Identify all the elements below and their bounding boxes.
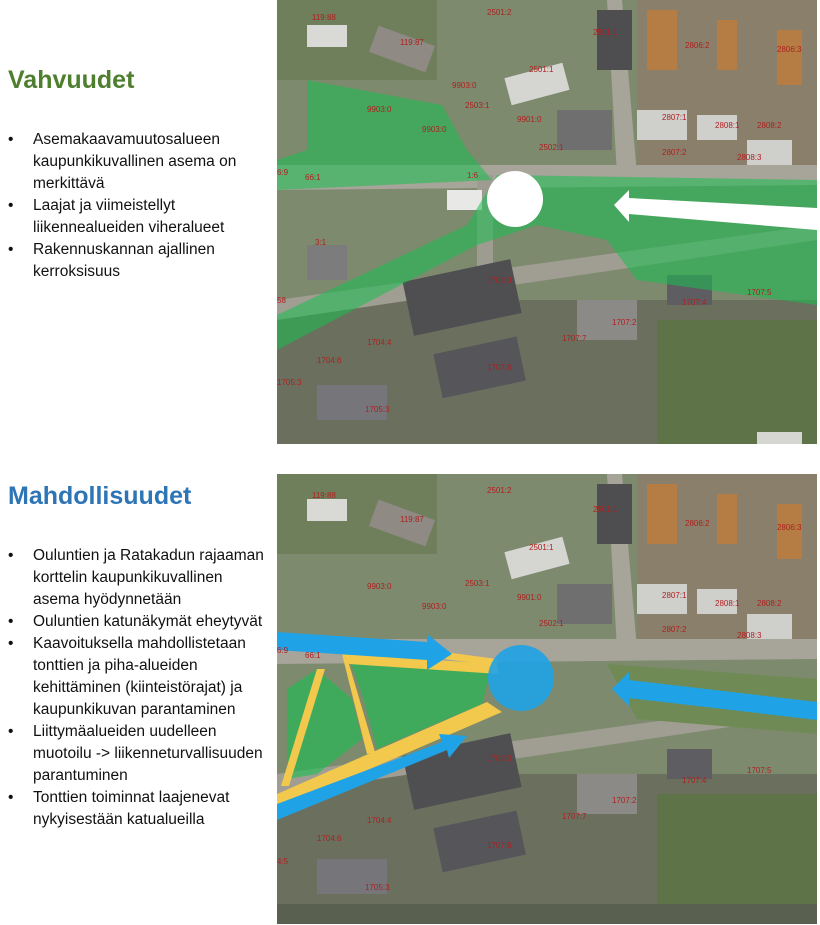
svg-text:1704:6: 1704:6 [317, 356, 342, 365]
opportunities-heading: Mahdollisuudet [8, 482, 192, 510]
svg-text:2807:2: 2807:2 [662, 625, 687, 634]
svg-text:2501:2: 2501:2 [487, 8, 512, 17]
svg-text:1705:3: 1705:3 [365, 405, 390, 414]
svg-text:1:6: 1:6 [467, 171, 479, 180]
svg-text:2808:2: 2808:2 [757, 599, 782, 608]
opportunities-map [277, 474, 817, 924]
svg-text:2808:1: 2808:1 [715, 599, 740, 608]
focus-circle-marker [488, 645, 554, 711]
svg-text:1708:3: 1708:3 [487, 276, 512, 285]
svg-text:2501:1: 2501:1 [593, 505, 618, 514]
svg-text:2806:3: 2806:3 [777, 523, 802, 532]
svg-text:2806:2: 2806:2 [685, 41, 710, 50]
svg-text:2808:3: 2808:3 [737, 631, 762, 640]
svg-text:1707:7: 1707:7 [562, 334, 587, 343]
svg-text:1707:5: 1707:5 [747, 288, 772, 297]
svg-text:2808:3: 2808:3 [737, 153, 762, 162]
list-item: • Asemakaavamuutosalueen kaupunkikuvallinen asema on merkittävä [8, 129, 266, 195]
svg-text:9903:0: 9903:0 [422, 125, 447, 134]
list-item: • Ouluntien katunäkymät eheytyvät [8, 611, 266, 633]
strengths-map-image [277, 0, 817, 444]
svg-text:2503:1: 2503:1 [465, 579, 490, 588]
svg-text:9903:0: 9903:0 [452, 81, 477, 90]
focus-circle-marker [487, 171, 543, 227]
strengths-heading: Vahvuudet [8, 66, 135, 94]
svg-text:1707:6: 1707:6 [487, 841, 512, 850]
list-item: • Kaavoituksella mahdollistetaan tonttien ja piha-alueiden kehittäminen (kiinteistörajat) ja kaupunkikuvan parantaminen [8, 633, 266, 721]
building [307, 499, 347, 521]
svg-text:66:1: 66:1 [305, 173, 321, 182]
svg-text:2808:2: 2808:2 [757, 121, 782, 130]
svg-text:9901:0: 9901:0 [517, 115, 542, 124]
list-item: • Ouluntien ja Ratakadun rajaaman korttelin kaupunkikuvallinen asema hyödynnetään [8, 545, 266, 611]
strengths-map [277, 0, 817, 444]
svg-text:2502:1: 2502:1 [539, 143, 564, 152]
svg-text:1704:6: 1704:6 [317, 834, 342, 843]
svg-text:2503:1: 2503:1 [465, 101, 490, 110]
svg-text:2501:1: 2501:1 [593, 28, 618, 37]
svg-text:1707:7: 1707:7 [562, 812, 587, 821]
svg-text:1707:6: 1707:6 [487, 363, 512, 372]
svg-text:2501:1: 2501:1 [529, 65, 554, 74]
svg-text:66:1: 66:1 [305, 651, 321, 660]
svg-text:2501:1: 2501:1 [529, 543, 554, 552]
svg-text:2807:1: 2807:1 [662, 113, 687, 122]
svg-text:1707:5: 1707:5 [747, 766, 772, 775]
svg-text:6:9: 6:9 [277, 168, 289, 177]
svg-text:1707:4: 1707:4 [682, 776, 707, 785]
svg-text:9903:0: 9903:0 [367, 105, 392, 114]
svg-text:119:87: 119:87 [400, 38, 424, 47]
svg-text:2806:3: 2806:3 [777, 45, 802, 54]
building [307, 25, 347, 47]
svg-text:1707:2: 1707:2 [612, 796, 637, 805]
svg-text:9903:0: 9903:0 [367, 582, 392, 591]
svg-text:2807:2: 2807:2 [662, 148, 687, 157]
strengths-list [8, 129, 266, 283]
svg-text:1705:3: 1705:3 [365, 883, 390, 892]
list-item: • Laajat ja viimeistellyt liikennealueiden viheralueet [8, 195, 266, 239]
svg-text:2502:1: 2502:1 [539, 619, 564, 628]
opportunities-map-image [277, 474, 817, 924]
svg-text:119:87: 119:87 [400, 515, 424, 524]
svg-text:3:1: 3:1 [315, 238, 327, 247]
svg-text:9903:0: 9903:0 [422, 602, 447, 611]
svg-text:9901:0: 9901:0 [517, 593, 542, 602]
svg-text:58: 58 [277, 296, 286, 305]
list-item: • Liittymäalueiden uudelleen muotoilu -> liikenneturvallisuuden parantuminen [8, 721, 266, 787]
svg-text:119:88: 119:88 [312, 13, 336, 22]
svg-text:2501:2: 2501:2 [487, 486, 512, 495]
svg-text:1707:2: 1707:2 [612, 318, 637, 327]
svg-text:1707:4: 1707:4 [682, 298, 707, 307]
opportunities-list [8, 545, 266, 831]
svg-text:2807:1: 2807:1 [662, 591, 687, 600]
svg-text:119:88: 119:88 [312, 491, 336, 500]
svg-text:4:5: 4:5 [277, 857, 289, 866]
svg-text:1704:4: 1704:4 [367, 816, 392, 825]
list-item: • Rakennuskannan ajallinen kerroksisuus [8, 239, 266, 283]
list-item: • Tonttien toiminnat laajenevat nykyisestään katualueilla [8, 787, 266, 831]
svg-text:1704:4: 1704:4 [367, 338, 392, 347]
svg-text:1708:3: 1708:3 [487, 754, 512, 763]
svg-text:2808:1: 2808:1 [715, 121, 740, 130]
svg-text:1705:3: 1705:3 [277, 378, 302, 387]
svg-text:2806:2: 2806:2 [685, 519, 710, 528]
svg-text:6:9: 6:9 [277, 646, 289, 655]
